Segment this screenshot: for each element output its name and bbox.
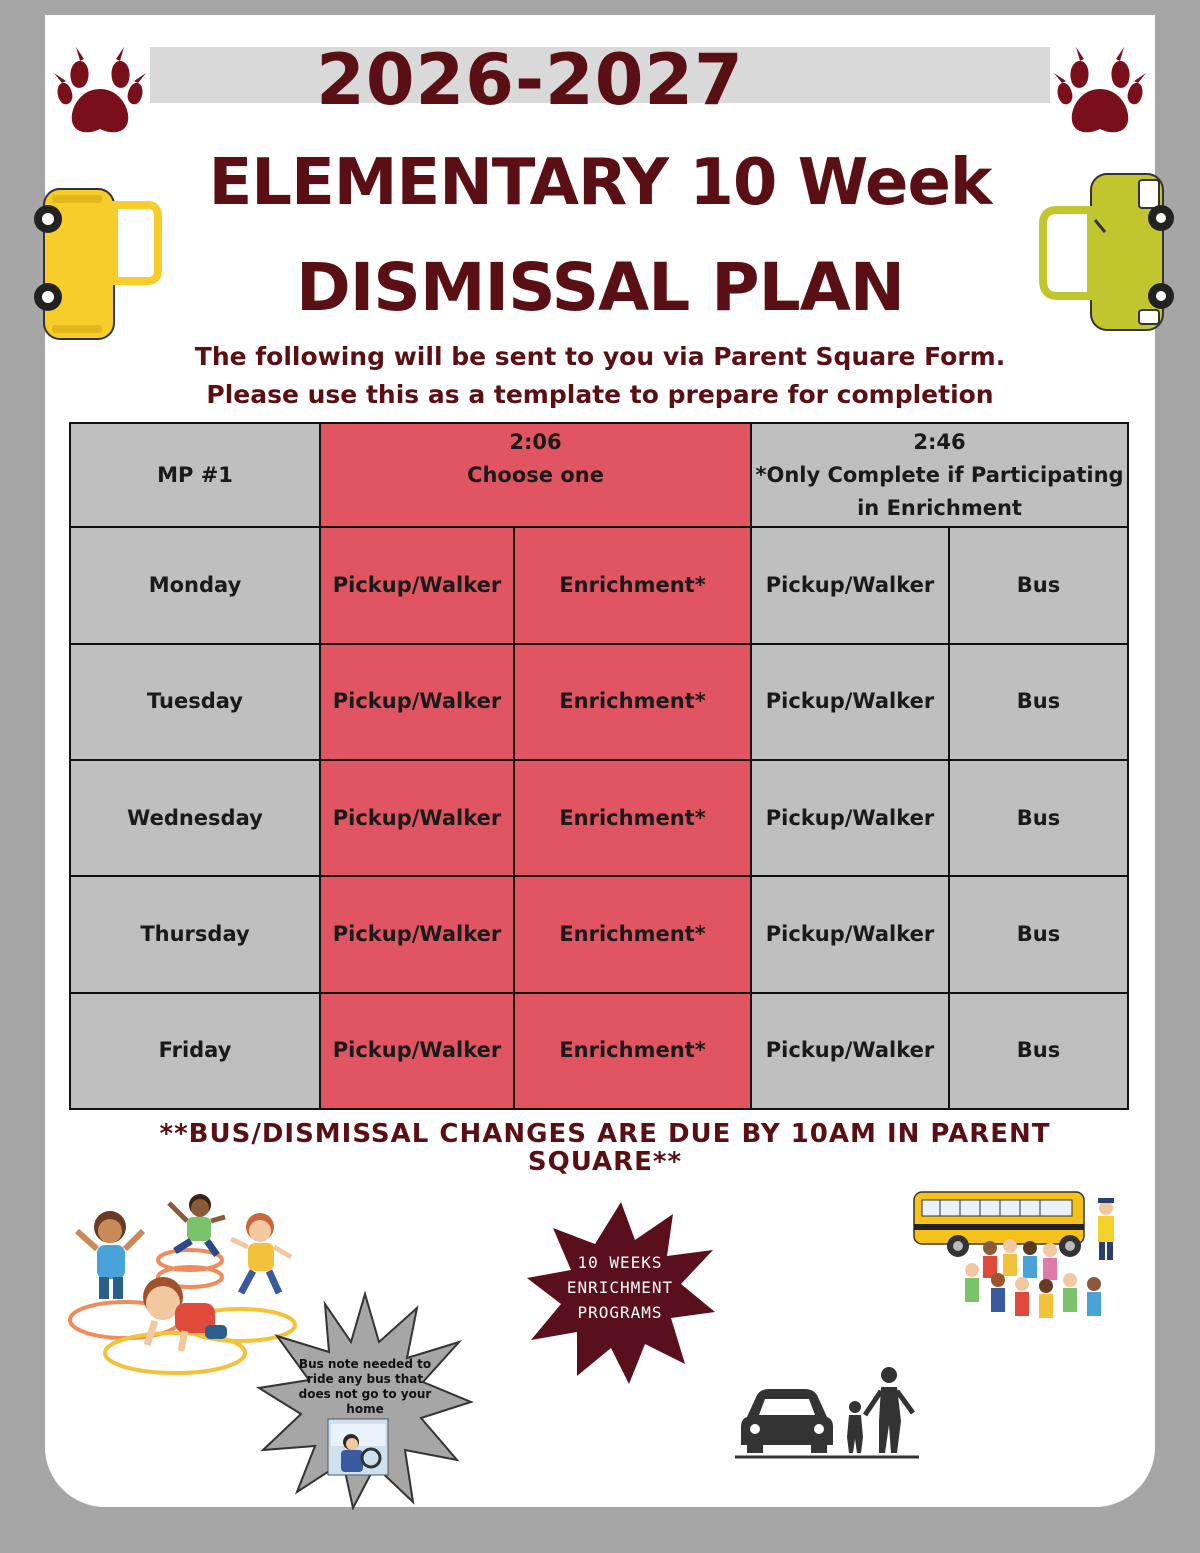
green-car-icon: [1035, 170, 1175, 335]
enrichment-burst-text: [545, 1250, 695, 1325]
day-cell: Monday: [70, 527, 320, 643]
table-row: [70, 993, 1128, 1109]
option-cell[interactable]: Pickup/Walker: [320, 760, 514, 876]
option-cell[interactable]: Pickup/Walker: [320, 527, 514, 643]
yellow-car-icon: [30, 185, 165, 345]
school-bus-children-illustration: [910, 1188, 1125, 1333]
car-pedestrians-icon: [733, 1365, 923, 1463]
marking-period-label: MP #1: [157, 462, 233, 487]
bus-driver-illustration: [327, 1418, 389, 1476]
header-206-time: 2:06: [509, 429, 562, 454]
table-header-row: [70, 423, 1128, 527]
table-row: [70, 876, 1128, 992]
child-girl-blue: [77, 1211, 143, 1299]
day-cell: Wednesday: [70, 760, 320, 876]
bus-note-line-3: does not go to your: [298, 1387, 432, 1401]
option-cell[interactable]: Pickup/Walker: [751, 993, 949, 1109]
deadline-notice-line-1: **BUS/DISMISSAL CHANGES ARE DUE BY 10AM IN PARENT: [159, 1119, 1051, 1149]
bus-note-line-1: Bus note needed to: [298, 1357, 432, 1371]
option-cell[interactable]: Bus: [949, 993, 1128, 1109]
header-246-note-2: in Enrichment: [857, 495, 1022, 520]
bus-note-line-4: home: [346, 1402, 384, 1416]
option-cell[interactable]: Pickup/Walker: [751, 760, 949, 876]
marking-period-cell: [70, 423, 320, 527]
crossing-guard: [1098, 1198, 1114, 1260]
option-cell[interactable]: Enrichment*: [514, 876, 751, 992]
paw-box-right: [1050, 17, 1150, 147]
option-cell[interactable]: Bus: [949, 760, 1128, 876]
child-boy-green: [169, 1194, 225, 1255]
subtitle-line-2: Please use this as a template to prepare for completion: [206, 380, 994, 409]
enrichment-line-3: PROGRAMS: [577, 1303, 663, 1322]
option-cell[interactable]: Bus: [949, 876, 1128, 992]
option-cell[interactable]: Bus: [949, 527, 1128, 643]
paw-box-left: [50, 17, 150, 147]
header-206-note: Choose one: [467, 462, 604, 487]
children-group: [965, 1239, 1101, 1318]
title-line-1: ELEMENTARY 10 Week: [208, 146, 992, 220]
option-cell[interactable]: Enrichment*: [514, 644, 751, 760]
bus-note-text: [290, 1357, 440, 1417]
day-cell: Friday: [70, 993, 320, 1109]
enrichment-line-1: 10 WEEKS: [577, 1253, 663, 1272]
header-246: [751, 423, 1128, 527]
header-246-note-1: *Only Complete if Participating: [755, 462, 1124, 487]
school-year: 2026-2027: [316, 39, 744, 121]
option-cell[interactable]: Pickup/Walker: [751, 644, 949, 760]
deadline-notice-line-2: SQUARE**: [527, 1147, 683, 1177]
table-row: [70, 644, 1128, 760]
dismissal-table: [69, 422, 1129, 1110]
paw-print-icon: [50, 17, 150, 147]
bus-note-line-2: ride any bus that: [306, 1372, 424, 1386]
day-cell: Thursday: [70, 876, 320, 992]
deadline-notice: [100, 1120, 1110, 1176]
option-cell[interactable]: Enrichment*: [514, 760, 751, 876]
day-cell: Tuesday: [70, 644, 320, 760]
subtitle-line-1: The following will be sent to you via Parent Square Form.: [194, 342, 1006, 371]
header-246-time: 2:46: [913, 429, 966, 454]
child-girl-yellow: [231, 1213, 291, 1293]
header-206: [320, 423, 751, 527]
option-cell[interactable]: Enrichment*: [514, 993, 751, 1109]
option-cell[interactable]: Bus: [949, 644, 1128, 760]
option-cell[interactable]: Enrichment*: [514, 527, 751, 643]
paw-print-icon: [1050, 17, 1150, 147]
option-cell[interactable]: Pickup/Walker: [320, 876, 514, 992]
option-cell[interactable]: Pickup/Walker: [751, 527, 949, 643]
title-line-2: DISMISSAL PLAN: [295, 249, 905, 326]
option-cell[interactable]: Pickup/Walker: [751, 876, 949, 992]
enrichment-line-2: ENRICHMENT: [566, 1278, 674, 1297]
option-cell[interactable]: Pickup/Walker: [320, 993, 514, 1109]
table-row: [70, 527, 1128, 643]
option-cell[interactable]: Pickup/Walker: [320, 644, 514, 760]
table-row: [70, 760, 1128, 876]
